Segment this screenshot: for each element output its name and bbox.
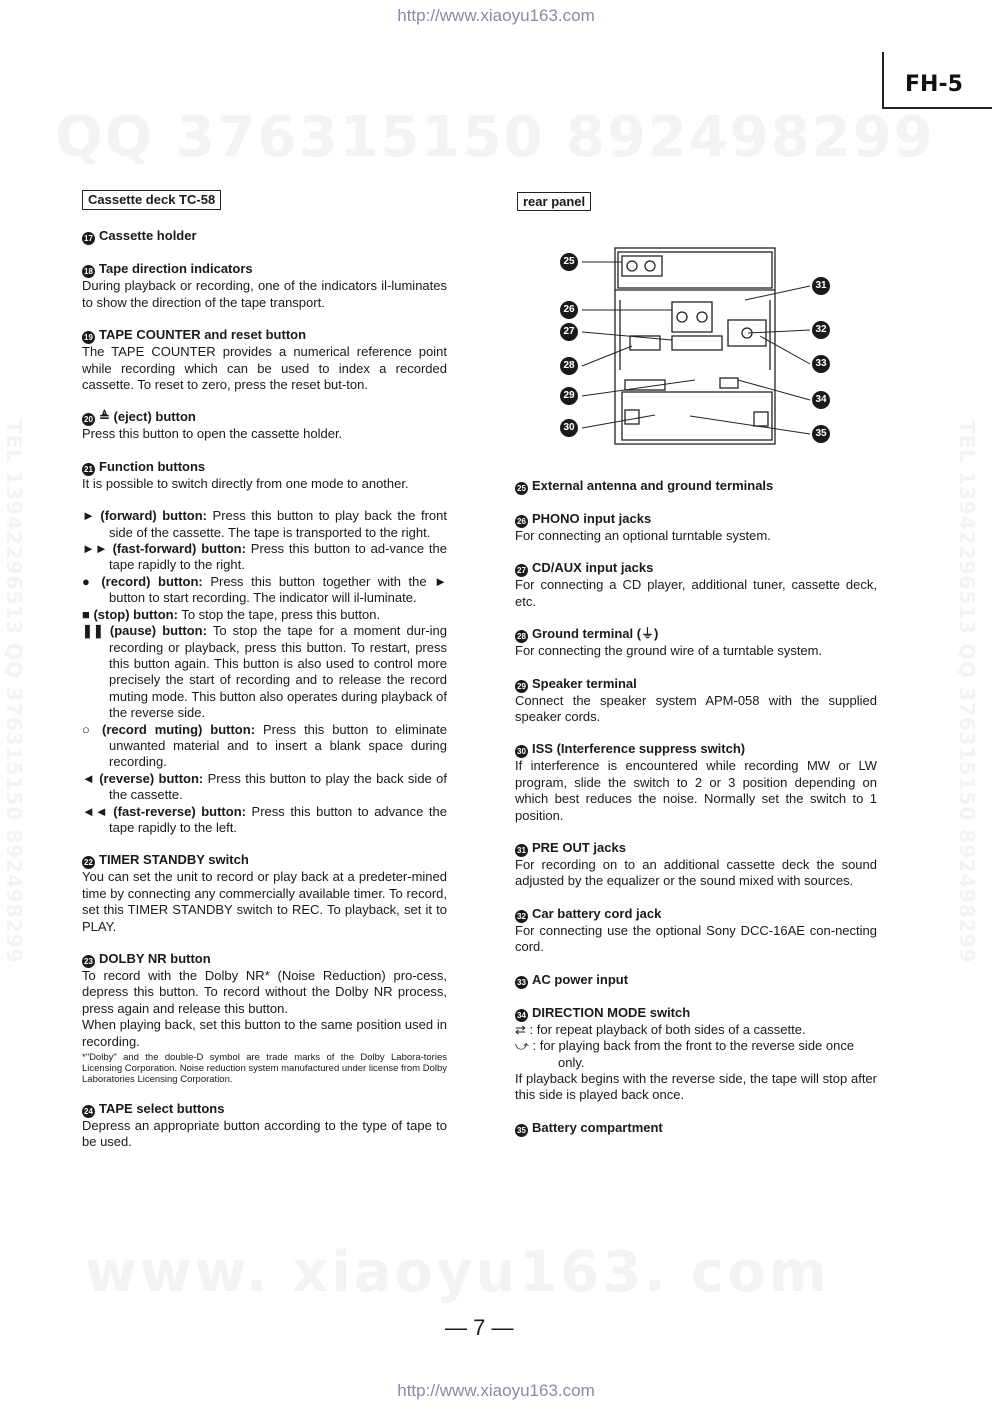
- function-button-entry: [82, 541, 447, 574]
- function-label: ■ (stop) button:: [82, 606, 178, 622]
- item-heading: [515, 840, 877, 857]
- item-body: For connecting use the optional Sony DCC-16AE con-necting cord.: [515, 922, 877, 955]
- item-body: Connect the speaker system APM-058 with the supplied speaker cords.: [515, 692, 877, 725]
- item-title: PRE OUT jacks: [532, 840, 626, 856]
- footnote: *"Dolby" and the double-D symbol are trade marks of the Dolby Labora-tories Licensing Corporation. Noise reduction system manufactured under license from Dolby Laboratories Licensing Corporation.: [82, 1052, 447, 1086]
- item-heading: [515, 478, 877, 495]
- right-column: [515, 478, 877, 1153]
- item-number: 30: [515, 745, 528, 758]
- function-list: [82, 508, 447, 836]
- item-number: 24: [82, 1105, 95, 1118]
- item-23: [82, 951, 447, 1085]
- item-title: External antenna and ground terminals: [532, 478, 774, 493]
- antenna-terminal: [622, 256, 662, 276]
- function-label: ► (forward) button:: [82, 508, 207, 524]
- item-body: To record with the Dolby NR* (Noise Reduction) pro-cess, depress this button. To record without the Dolby NR process, press again and release this button.: [82, 968, 447, 1016]
- item-35: [515, 1120, 877, 1137]
- item-heading: [515, 1005, 877, 1022]
- function-label: ◄ (reverse) button:: [82, 770, 204, 786]
- item-body: For connecting a CD player, additional tuner, cassette deck, etc.: [515, 577, 877, 609]
- item-number: 17: [82, 232, 95, 245]
- item-title: Car battery cord jack: [532, 905, 662, 921]
- function-button-entry: [82, 722, 447, 771]
- item-27: [515, 560, 877, 610]
- function-text: Press this button to eliminate unwanted material and to insert a blank space during recording.: [109, 721, 447, 770]
- item-body: The TAPE COUNTER provides a numerical reference point while recording which can be used to index a recorded cassette. To reset to zero, press the reset but-ton.: [82, 344, 447, 393]
- watermark-side-right: TEL 13942296513 QQ 376315150 892498299: [955, 420, 979, 964]
- callout-34: 34: [812, 391, 830, 409]
- item-title: TAPE COUNTER and reset button: [99, 327, 307, 343]
- left-items-2: [82, 852, 447, 1150]
- car-battery-jack: [728, 320, 766, 346]
- item-title: AC power input: [532, 971, 629, 987]
- direction-switch: [720, 378, 738, 388]
- item-title: DIRECTION MODE switch: [532, 1004, 691, 1020]
- callout-31: 31: [812, 277, 830, 295]
- section-rear-panel: rear panel: [517, 192, 591, 211]
- item-body: If interference is encountered while recording MW or LW program, slide the switch to 2 or 3 position depending on which best reduces the noise. Normally set the switch to 1 position.: [515, 758, 877, 823]
- item-number: 33: [515, 976, 528, 989]
- item-number: 29: [515, 680, 528, 693]
- item-30: [515, 741, 877, 824]
- item-title: Tape direction indicators: [99, 261, 253, 277]
- item-title: Ground terminal (⏚): [532, 626, 659, 642]
- item-body: Depress an appropriate button according to the type of tape to be used.: [82, 1118, 447, 1150]
- item-body: For connecting an optional turntable system.: [515, 528, 771, 543]
- watermark-qq: QQ 376315150 892498299: [55, 105, 935, 170]
- function-label: ►► (fast-forward) button:: [82, 541, 246, 557]
- item-heading: [82, 459, 447, 476]
- item-heading: [82, 951, 447, 968]
- item-title: TAPE select buttons: [99, 1101, 225, 1117]
- function-text: Press this button to play the back side of the cassette.: [109, 770, 447, 803]
- item-number: 21: [82, 463, 95, 476]
- item-18: [82, 261, 447, 311]
- callout-29: 29: [560, 387, 578, 405]
- item-heading: [515, 972, 877, 989]
- page-number: — 7 —: [445, 1315, 514, 1340]
- item-number: 35: [515, 1124, 528, 1137]
- function-text: To stop the tape, press this button.: [181, 606, 381, 622]
- rear-panel-diagram: [560, 240, 840, 465]
- direction-symbol: ⤻ :: [515, 1038, 537, 1054]
- section-cassette-deck: Cassette deck TC-58: [82, 190, 221, 210]
- item-number: 25: [515, 482, 528, 495]
- item-title: ISS (Interference suppress switch): [532, 741, 746, 757]
- item-number: 18: [82, 265, 95, 278]
- item-title: DOLBY NR button: [99, 951, 211, 966]
- function-label: ❚❚ (pause) button:: [82, 623, 207, 639]
- item-28: [515, 626, 877, 659]
- callout-25: 25: [560, 253, 578, 271]
- item-heading: [515, 676, 877, 693]
- direction-option: [515, 1022, 877, 1038]
- callout-33: 33: [812, 355, 830, 373]
- item-heading: [82, 852, 447, 869]
- item-heading: [82, 261, 447, 278]
- callout-28: 28: [560, 357, 578, 375]
- item-number: 27: [515, 564, 528, 577]
- function-text: To stop the tape for a moment dur-ing recording or playback, press this button. To restart, press this button again. This button is also used to control more precisely the start of recording and to release the record muting mode. This button also operates during playback of the reverse side.: [109, 623, 447, 721]
- function-button-entry: [82, 574, 447, 607]
- function-button-entry: [82, 607, 447, 623]
- item-number: 28: [515, 630, 528, 643]
- cdaux-jacks: [672, 336, 722, 350]
- item-17: [82, 228, 447, 245]
- battery-compartment: [622, 392, 772, 440]
- item-32: [515, 906, 877, 956]
- item-title: ≜ (eject) button: [99, 409, 196, 425]
- item-number: 20: [82, 413, 95, 426]
- function-button-entry: [82, 804, 447, 837]
- item-heading: [515, 626, 877, 643]
- direction-option: [515, 1038, 877, 1071]
- direction-note: If playback begins with the reverse side, the tape will stop after this side is played back once.: [515, 1070, 877, 1103]
- header-url[interactable]: http://www.xiaoyu163.com: [397, 6, 595, 25]
- callout-32: 32: [812, 321, 830, 339]
- antenna-area: [618, 252, 772, 288]
- item-title: Battery compartment: [532, 1119, 663, 1135]
- item-29: [515, 676, 877, 726]
- model-title: FH-5: [905, 72, 963, 97]
- function-text: Press this button to ad-vance the tape rapidly to the right.: [109, 541, 447, 573]
- function-button-entry: [82, 508, 447, 541]
- item-body: For recording on to an additional cassette deck the sound adjusted by the equalizer or the sound mixed with sources.: [515, 857, 877, 889]
- item-19: [82, 327, 447, 393]
- item-title: TIMER STANDBY switch: [99, 852, 249, 868]
- function-label: ○ (record muting) button:: [82, 721, 256, 737]
- item-title: PHONO input jacks: [532, 511, 652, 526]
- function-text: Press this button together with the ► button to start recording. The indicator will il-luminate.: [109, 573, 447, 606]
- item-heading: [82, 1101, 447, 1118]
- item-body: Press this button to open the cassette holder.: [82, 426, 343, 442]
- left-column: [82, 190, 447, 1167]
- item-20: [82, 409, 447, 442]
- item-31: [515, 840, 877, 890]
- item-number: 34: [515, 1009, 528, 1022]
- item-heading: [515, 511, 877, 528]
- item-body-2: When playing back, set this button to the same position used in recording.: [82, 1017, 447, 1049]
- callout-35: 35: [812, 425, 830, 443]
- item-number: 32: [515, 910, 528, 923]
- direction-text: for repeat playback of both sides of a cassette.: [536, 1021, 806, 1037]
- item-number: 22: [82, 856, 95, 869]
- function-button-entry: [82, 623, 447, 721]
- function-text: Press this button to play back the front side of the cassette. The tape is transported to the right.: [109, 508, 448, 540]
- item-heading: [515, 906, 877, 923]
- item-heading: [82, 228, 447, 245]
- item-body: For connecting the ground wire of a turntable system.: [515, 643, 823, 659]
- function-text: Press this button to advance the tape rapidly to the left.: [109, 803, 447, 835]
- item-number: 23: [82, 955, 95, 968]
- item-34: [515, 1005, 877, 1104]
- callout-30: 30: [560, 419, 578, 437]
- item-title: CD/AUX input jacks: [532, 560, 654, 576]
- direction-symbol: ⇄ :: [515, 1021, 534, 1037]
- item-heading: [515, 741, 877, 758]
- item-25: [515, 478, 877, 495]
- item-heading: [515, 1120, 877, 1137]
- item-heading: [515, 560, 877, 577]
- rear-panel-drawing: [560, 240, 840, 460]
- item-number: 26: [515, 515, 528, 528]
- left-items: [82, 228, 447, 492]
- footer-url[interactable]: http://www.xiaoyu163.com: [397, 1381, 595, 1400]
- item-33: [515, 972, 877, 989]
- function-label: ◄◄ (fast-reverse) button:: [82, 803, 246, 819]
- item-24: [82, 1101, 447, 1151]
- item-title: Function buttons: [99, 458, 206, 474]
- item-21: [82, 459, 447, 492]
- callout-27: 27: [560, 323, 578, 341]
- function-label: ● (record) button:: [82, 573, 203, 589]
- item-heading: [82, 409, 447, 426]
- item-number: 31: [515, 844, 528, 857]
- item-body: You can set the unit to record or play back at a predeter-mined time by connecting any commercially available timer. To record, set this TIMER STANDBY switch to REC. To playback, set it to PLAY.: [82, 869, 447, 934]
- item-title: Speaker terminal: [532, 675, 637, 691]
- item-26: [515, 511, 877, 544]
- phono-jacks: [672, 302, 712, 332]
- direction-text: for playing back from the front to the reverse side once only.: [539, 1038, 855, 1070]
- item-number: 19: [82, 331, 95, 344]
- callout-26: 26: [560, 301, 578, 319]
- watermark-side-left: TEL 13942296513 QQ 376315150 892498299: [2, 420, 26, 964]
- item-title: Cassette holder: [99, 228, 197, 244]
- item-22: [82, 852, 447, 935]
- item-body: It is possible to switch directly from one mode to another.: [82, 475, 409, 491]
- right-items: [515, 478, 877, 1137]
- function-button-entry: [82, 771, 447, 804]
- item-heading: [82, 327, 447, 344]
- item-body: During playback or recording, one of the indicators il-luminates to show the direction of the tape transport.: [82, 278, 447, 310]
- watermark-site: www. xiaoyu163. com: [85, 1240, 831, 1305]
